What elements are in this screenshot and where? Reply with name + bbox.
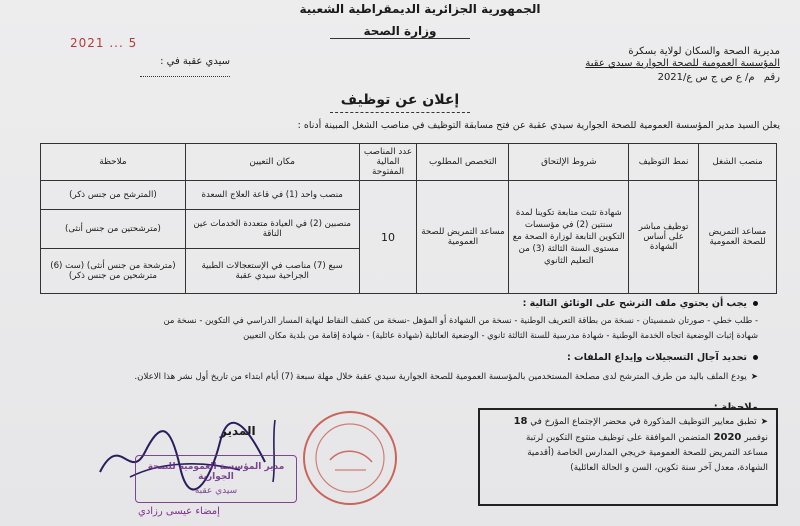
deadline-text: يودع الملف باليد من طرف المترشح لدى مصلحة المستخدمين بالمؤسسة العمومية للصحة الجوارية سيدي عقبة خلال مهلة سبعة (7) أيام ابتداء من تاريخ أول نشر هذا الاعلان.	[134, 372, 747, 382]
note-month: نوفمبر	[744, 433, 768, 443]
cell-notes	[41, 181, 186, 294]
reference-line	[520, 72, 780, 83]
docs-line-1: - طلب خطي - صورتان شمسيتان - نسخة من بطاقة التعريف الوطنية - نسخة من الشهادة أو المؤهل -نسخة من كشف النقاط لنهاية المسار الدراسي في التكوين - نسخة من	[163, 315, 758, 325]
table-row	[41, 181, 777, 294]
place-item: منصبين (2) في العيادة متعددة الخدمات عين الناقة	[186, 210, 359, 249]
place-label: سيدي عقبة في :	[160, 56, 230, 67]
col-header-notes: ملاحظة	[41, 144, 186, 181]
deadline-heading: تحديد آجال التسجيلات وإيداع الملفات :	[566, 352, 747, 363]
bullet-icon	[753, 301, 758, 306]
ref-value: م/ ع ص ج س ع/2021	[657, 72, 755, 83]
bullet-icon	[753, 355, 758, 360]
deadline-text-line	[38, 372, 758, 382]
stamp-text: مدير المؤسسة العمومية للصحة الجوارية	[147, 462, 285, 482]
cell-mode: توظيف مباشر على أساس الشهادة	[629, 181, 699, 294]
signer-name: إمضاء عيسى رزادي	[138, 506, 220, 517]
col-header-specialty: التخصص المطلوب	[417, 144, 509, 181]
note-item: (مترشحة من جنس أنثى) (ست (6) مترشحين من جنس ذكر)	[50, 261, 176, 281]
place-item: سبع (7) مناصب في الإستعجالات الطبية الجراحية سيدي عقبة	[201, 261, 343, 281]
cell-conditions: شهادة تثبت متابعة تكوينا لمدة سنتين (2) في مؤسسات التكوين التابعة لوزارة الصحة مع مستوى السنة الثالثة (3) من التعليم الثانوي	[509, 181, 629, 294]
page-title: إعلان عن توظيف	[340, 92, 460, 108]
note-year: 2020	[713, 432, 742, 443]
cell-position: مساعد التمريض للصحة العمومية	[699, 181, 777, 294]
note-box-line-3: مساعد التمريض للصحة العمومية خريجي المدارس الخاصة (أقدمية	[527, 448, 768, 458]
rect-stamp	[135, 455, 297, 503]
col-header-count: عدد المناصب المالية المفتوحة	[359, 144, 417, 181]
ref-label: رقم	[763, 72, 780, 83]
docs-heading-line	[38, 298, 758, 309]
note-day-number: 18	[513, 416, 528, 427]
note-line2-text: المتضمن الموافقة على توظيف منتوج التكوين لرتبة	[525, 433, 711, 443]
note-box-line-4: الشهادة، معدل آخر سنة تكوين، السن و الحالة العائلية)	[570, 463, 768, 473]
cell-places	[185, 181, 359, 294]
docs-heading: يجب أن يحتوي ملف الترشح على الوثائق التالية :	[522, 298, 747, 309]
arrow-right-icon: ➤	[760, 417, 768, 427]
note-item: (مترشحتين من جنس أنثى)	[41, 210, 185, 249]
col-header-mode: نمط التوظيف	[629, 144, 699, 181]
table-header-row	[41, 144, 777, 181]
note-box-line-2	[488, 430, 768, 446]
note-box-line-1	[488, 414, 768, 430]
cell-count: 10	[359, 181, 417, 294]
directorate-line-1: مديرية الصحة والسكان لولاية بسكرة	[628, 46, 780, 57]
notes-label: ملاحظة :	[713, 402, 758, 413]
note-item: (المترشح من جنس ذكر)	[41, 181, 185, 210]
handwritten-date: 2021 ... 5	[70, 36, 138, 50]
intro-text: يعلن السيد مدير المؤسسة العمومية للصحة الجوارية سيدي عقبة عن فتح مسابقة التوظيف في مناصب الشغل المبينة أدناه :	[297, 120, 780, 131]
ministry-header: وزارة الصحة	[330, 24, 470, 39]
col-header-conditions: شروط الإلتحاق	[509, 144, 629, 181]
note-line1-text: تطبق معايير التوظيف المذكورة في محضر الإجتماع المؤرخ في	[530, 417, 757, 427]
republic-header: الجمهورية الجزائرية الديمقراطية الشعبية	[299, 2, 541, 16]
positions-table	[40, 143, 777, 294]
date-dotted-line	[140, 67, 230, 77]
arrow-right-icon: ➤	[750, 372, 758, 382]
note-box	[478, 408, 778, 506]
cell-specialty: مساعد التمريض للصحة العمومية	[417, 181, 509, 294]
place-item: منصب واحد (1) في قاعة العلاج السعدة	[186, 181, 359, 210]
round-stamp-icon	[300, 408, 400, 508]
col-header-place: مكان التعيين	[185, 144, 359, 181]
docs-line-2: شهادة إثبات الوضعية اتجاه الخدمة الوطنية - شهادة مدرسية للسنة الثالثة ثانوي - الوضعية العائلية (شهادة عائلية) - شهادة إقامة من بلدية مكان التعيين	[243, 330, 758, 340]
place-date-line	[70, 56, 230, 80]
title-underline	[330, 112, 470, 113]
director-title: المدير	[220, 424, 256, 438]
col-header-position: منصب الشغل	[699, 144, 777, 181]
deadline-heading-line	[38, 352, 758, 363]
stamp-place: سيدي عقبة	[194, 486, 238, 496]
directorate-line-2: المؤسسة العمومية للصحة الجوارية سيدي عقبة	[585, 58, 780, 69]
